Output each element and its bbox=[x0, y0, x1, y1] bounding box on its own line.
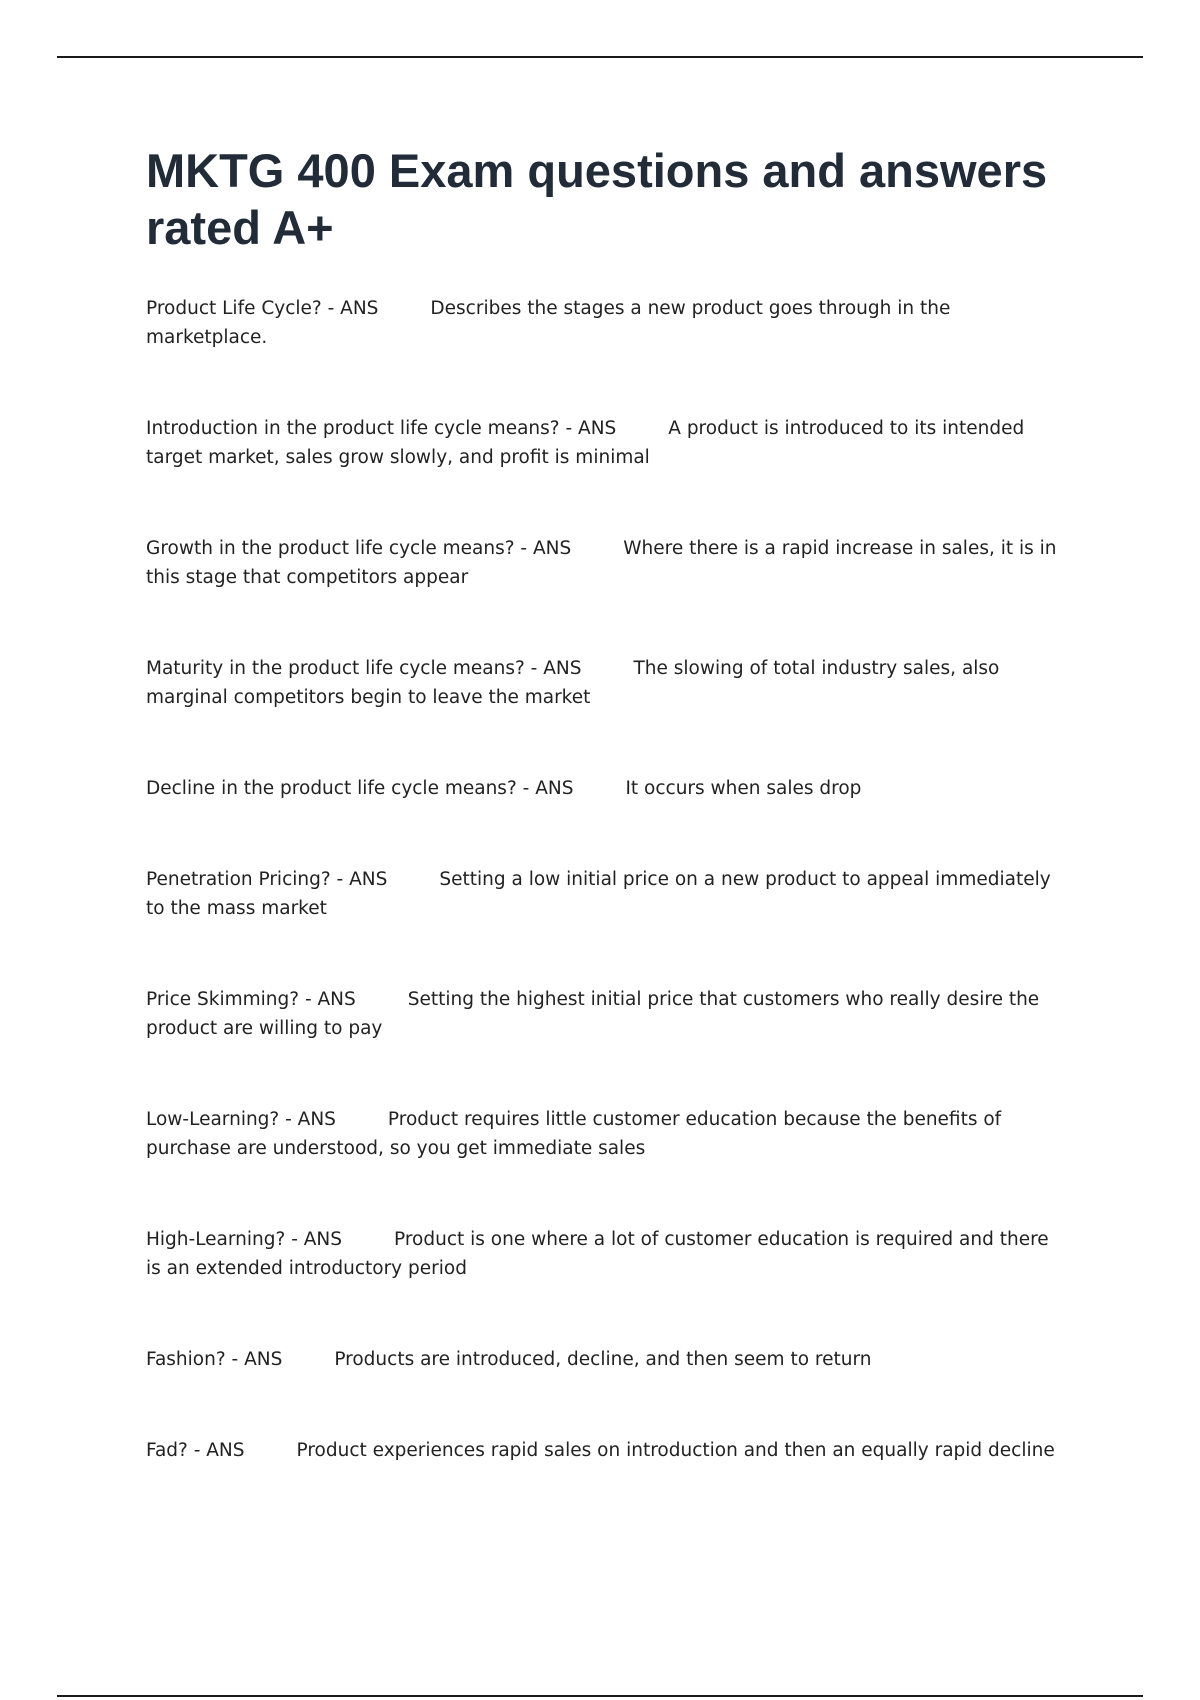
qa-answer: Setting a low initial price on a new product to appeal immediately to the mass market bbox=[146, 869, 1051, 919]
qa-question: Fashion? - ANS bbox=[146, 1349, 283, 1370]
document-body bbox=[146, 142, 1066, 1527]
qa-question: Fad? - ANS bbox=[146, 1440, 245, 1461]
qa-question: Product Life Cycle? - ANS bbox=[146, 298, 379, 319]
qa-question: Maturity in the product life cycle means? - ANS bbox=[146, 658, 582, 679]
qa-answer: Products are introduced, decline, and then seem to return bbox=[334, 1349, 872, 1370]
qa-question: Price Skimming? - ANS bbox=[146, 989, 356, 1010]
qa-answer: Product requires little customer education because the benefits of purchase are understood, so you get immediate sales bbox=[146, 1109, 1002, 1159]
footer-rule bbox=[57, 1695, 1143, 1697]
qa-question: Low-Learning? - ANS bbox=[146, 1109, 336, 1130]
header-rule bbox=[57, 56, 1143, 58]
qa-answer: Describes the stages a new product goes through in the marketplace. bbox=[146, 298, 951, 348]
qa-item bbox=[146, 774, 1066, 803]
qa-answer: A product is introduced to its intended target market, sales grow slowly, and profit is minimal bbox=[146, 418, 1025, 468]
qa-answer: Where there is a rapid increase in sales, it is in this stage that competitors appear bbox=[146, 538, 1057, 588]
qa-item bbox=[146, 1436, 1066, 1465]
qa-question: Introduction in the product life cycle means? - ANS bbox=[146, 418, 617, 439]
qa-item bbox=[146, 865, 1066, 923]
qa-answer: Product experiences rapid sales on introduction and then an equally rapid decline bbox=[296, 1440, 1055, 1461]
qa-answer: It occurs when sales drop bbox=[625, 778, 862, 799]
qa-item bbox=[146, 654, 1066, 712]
qa-question: High-Learning? - ANS bbox=[146, 1229, 343, 1250]
qa-answer: The slowing of total industry sales, also marginal competitors begin to leave the market bbox=[146, 658, 1000, 708]
qa-item bbox=[146, 534, 1066, 592]
document-title: MKTG 400 Exam questions and answers rated A+ bbox=[146, 144, 1048, 254]
qa-item bbox=[146, 1225, 1066, 1283]
qa-item bbox=[146, 1345, 1066, 1374]
qa-answer: Setting the highest initial price that customers who really desire the product are willing to pay bbox=[146, 989, 1040, 1039]
qa-item bbox=[146, 414, 1066, 472]
qa-question: Decline in the product life cycle means? - ANS bbox=[146, 778, 574, 799]
qa-item bbox=[146, 985, 1066, 1043]
qa-question: Penetration Pricing? - ANS bbox=[146, 869, 388, 890]
qa-answer: Product is one where a lot of customer education is required and there is an extended introductory period bbox=[146, 1229, 1049, 1279]
qa-list bbox=[146, 294, 1066, 1465]
qa-item bbox=[146, 294, 1066, 352]
qa-item bbox=[146, 1105, 1066, 1163]
qa-question: Growth in the product life cycle means? - ANS bbox=[146, 538, 572, 559]
